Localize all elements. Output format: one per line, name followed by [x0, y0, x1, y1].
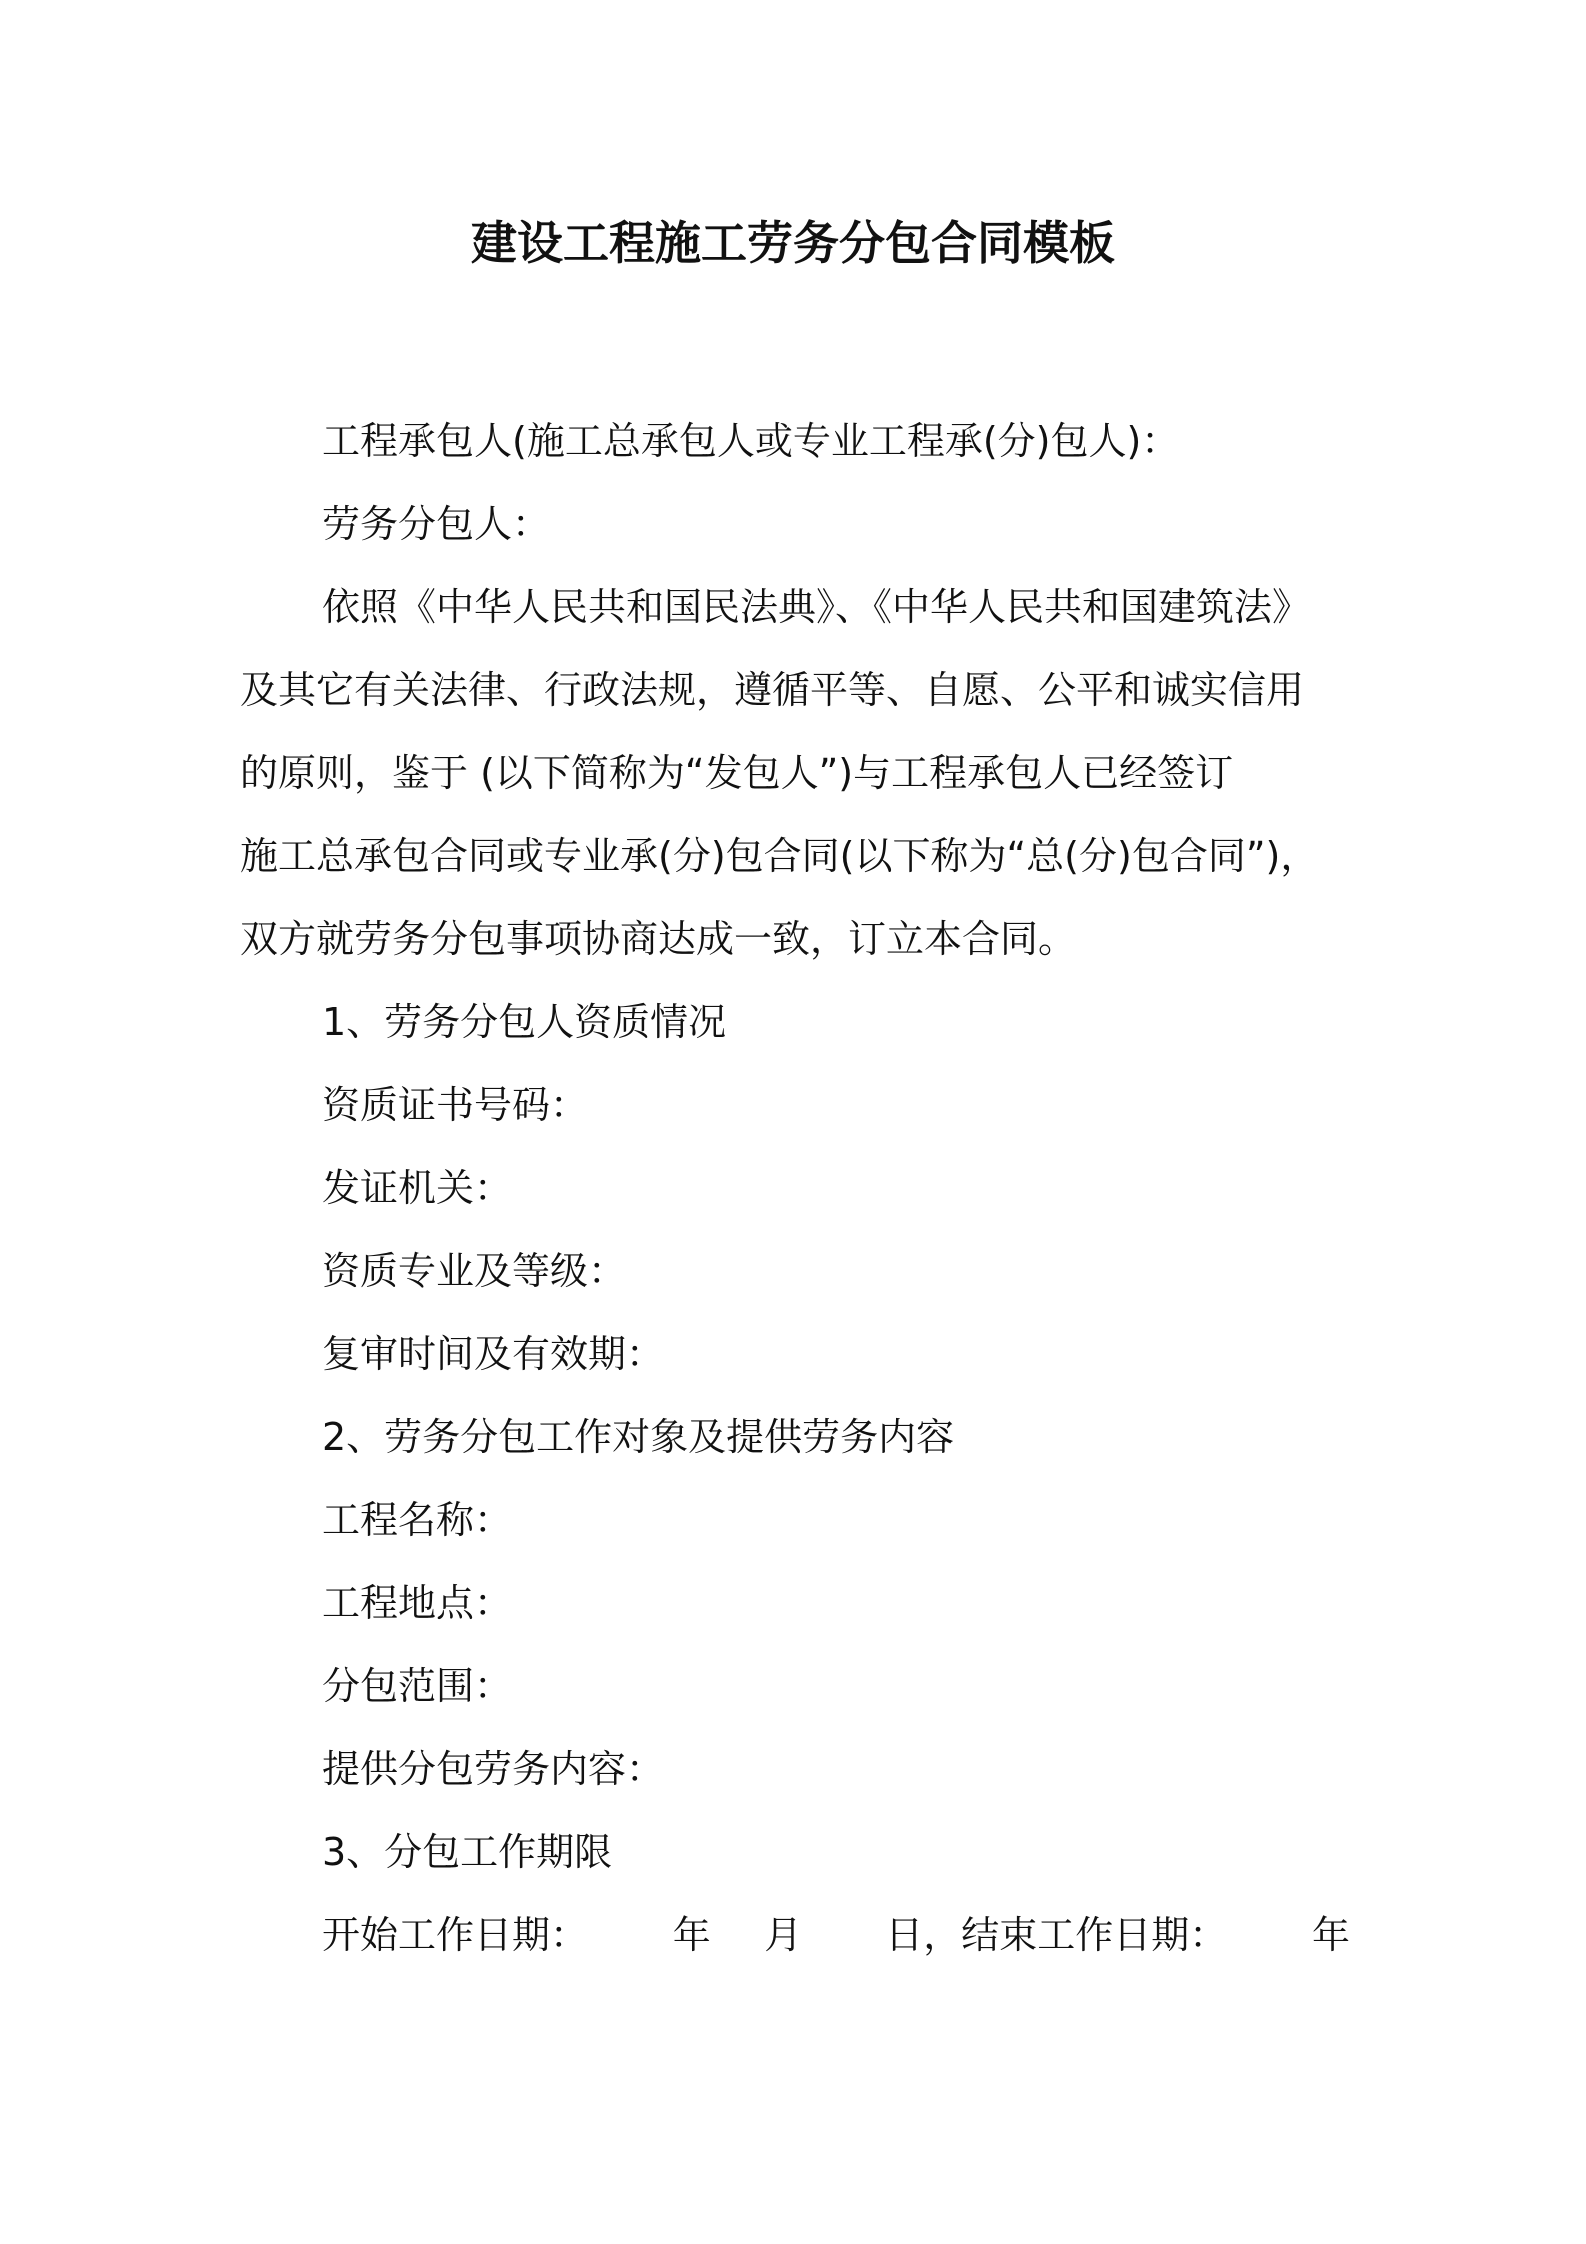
section-1-heading: 1、劳务分包人资质情况	[322, 1000, 727, 1044]
labor-content-field: 提供分包劳务内容：	[322, 1747, 665, 1791]
preamble-line-4: 施工总承包合同或专业承(分)包合同(以下称为“总(分)包合同”)，	[240, 834, 1319, 878]
review-validity-field: 复审时间及有效期：	[322, 1332, 665, 1376]
qualification-level-field: 资质专业及等级：	[322, 1249, 627, 1293]
subcontract-scope-field: 分包范围：	[322, 1664, 513, 1708]
start-day-end-label: 日，结束工作日期：	[885, 1913, 1228, 1957]
start-month-unit: 月	[764, 1913, 803, 1957]
preamble-line-1: 依照《中华人民共和国民法典》、《中华人民共和国建筑法》	[322, 585, 1311, 629]
project-name-field: 工程名称：	[322, 1498, 513, 1542]
issuing-authority-field: 发证机关：	[322, 1166, 513, 1210]
start-date-label: 开始工作日期：	[322, 1913, 589, 1957]
work-period-row	[240, 1894, 1350, 1977]
certificate-number-field: 资质证书号码：	[322, 1083, 589, 1127]
start-year-unit: 年	[672, 1913, 711, 1957]
section-2-heading: 2、劳务分包工作对象及提供劳务内容	[322, 1415, 955, 1459]
document-body	[240, 400, 1350, 1977]
document-title: 建设工程施工劳务分包合同模板	[471, 216, 1115, 270]
project-location-field: 工程地点：	[322, 1581, 513, 1625]
preamble-line-2: 及其它有关法律、行政法规，遵循平等、自愿、公平和诚实信用	[240, 668, 1305, 712]
contractor-line: 工程承包人(施工总承包人或专业工程承(分)包人)：	[322, 419, 1180, 463]
section-3-heading: 3、分包工作期限	[322, 1830, 613, 1874]
end-year-unit: 年	[1312, 1913, 1351, 1957]
labor-subcontractor-line: 劳务分包人：	[322, 502, 551, 546]
preamble-line-5: 双方就劳务分包事项协商达成一致，订立本合同。	[240, 917, 1077, 961]
preamble-line-3: 的原则，鉴于 (以下简称为“发包人”)与工程承包人已经签订	[240, 751, 1234, 795]
